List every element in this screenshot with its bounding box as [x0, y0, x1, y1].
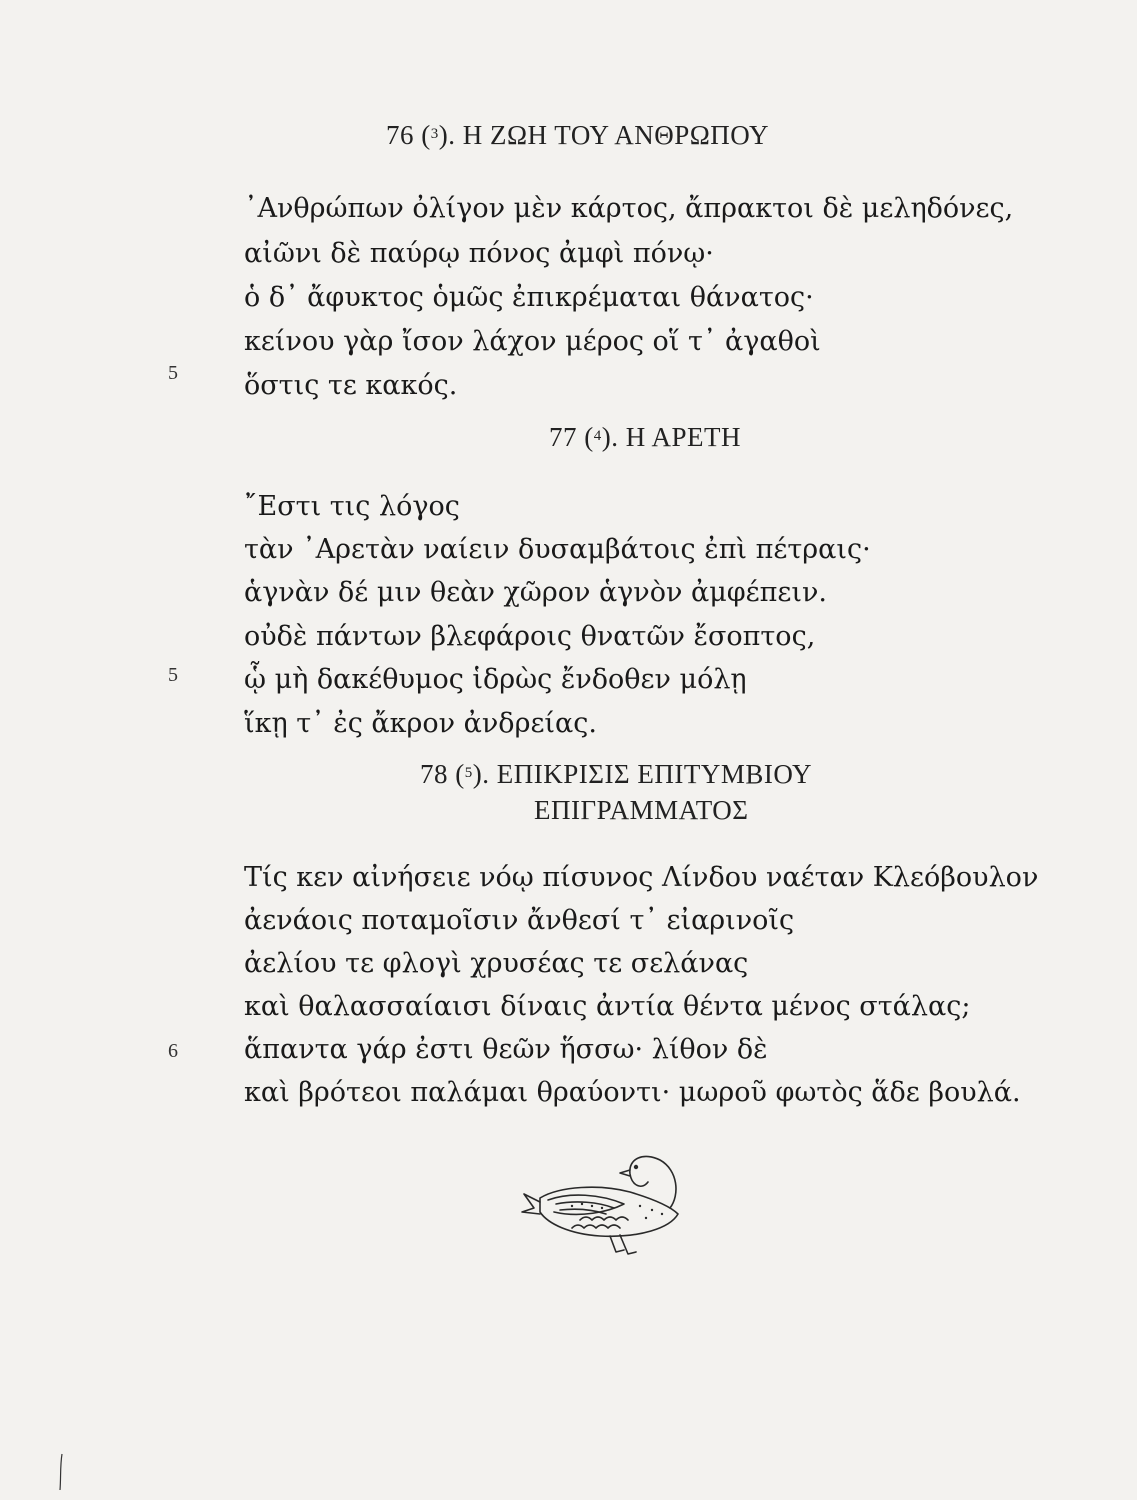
poem-77-line-2: τὰν ᾿Αρετὰν ναίειν δυσαμβάτοις ἐπὶ πέτραις·	[244, 534, 871, 565]
poem-76-ref: 3	[430, 126, 439, 142]
poem-77-line-number: 5	[168, 664, 178, 686]
poem-76-line-2: αἰῶνι δὲ παύρῳ πόνος ἀμφὶ πόνῳ·	[244, 238, 714, 269]
poem-78-number: 78	[420, 759, 448, 789]
poem-77-line-1: ῎Εστι τις λόγος	[244, 491, 460, 522]
poem-78-line-5: ἅπαντα γάρ ἐστι θεῶν ἥσσω· λίθον δὲ	[244, 1034, 768, 1065]
poem-76-line-1: ᾿Ανθρώπων ὀλίγον μὲν κάρτος, ἄπρακτοι δὲ μεληδόνες,	[244, 193, 1014, 224]
poem-77-line-5: ᾧ μὴ δακέθυμος ἱδρὼς ἔνδοθεν μόλῃ	[244, 664, 747, 695]
poem-78-line-3: ἀελίου τε φλογὶ χρυσέας τε σελάνας	[244, 948, 749, 979]
poem-78-paren: (	[455, 759, 465, 789]
margin-mark	[58, 1452, 64, 1492]
poem-77-ref: 4	[593, 428, 602, 444]
poem-77-heading: ). Η ΑΡΕΤΗ	[601, 422, 741, 452]
poem-77-title	[549, 422, 741, 453]
poem-78-line-number: 6	[168, 1040, 178, 1062]
poem-77-paren: (	[584, 422, 594, 452]
poem-78-line-6: καὶ βρότεοι παλάμαι θραύοντι· μωροῦ φωτὸς ἅδε βουλά.	[244, 1077, 1021, 1108]
poem-77-line-4: οὐδὲ πάντων βλεφάροις θνατῶν ἔσοπτος,	[244, 621, 816, 652]
poem-76-heading: ). Η ΖΩΗ ΤΟΥ ΑΝΘΡΩΠΟΥ	[438, 120, 769, 150]
poem-76-number: 76	[386, 120, 414, 150]
poem-78-title-line-2: ΕΠΙΓΡΑΜΜΑΤΟΣ	[534, 795, 749, 825]
poem-78-line-2: ἀενάοις ποταμοῖσιν ἄνθεσί τ᾿ εἰαρινοῖς	[244, 905, 795, 936]
poem-76-title	[386, 120, 769, 151]
poem-77-line-3: ἁγνὰν δέ μιν θεὰν χῶρον ἁγνὸν ἀμφέπειν.	[244, 577, 827, 608]
poem-76-line-5: ὅστις τε κακός.	[244, 370, 458, 401]
poem-77-line-6: ἵκῃ τ᾿ ἐς ἄκρον ἀνδρείας.	[244, 708, 597, 739]
poem-77-number: 77	[549, 422, 577, 452]
poem-76-line-number: 5	[168, 362, 178, 384]
poem-78-ref: 5	[464, 765, 473, 781]
poem-78-title	[420, 759, 812, 790]
poem-78-heading: ). ΕΠΙΚΡΙΣΙΣ ΕΠΙΤΥΜΒΙΟΥ	[472, 759, 813, 789]
poem-76-line-3: ὁ δ᾿ ἄφυκτος ὁμῶς ἐπικρέμαται θάνατος·	[244, 282, 814, 313]
poem-76-paren: (	[421, 120, 431, 150]
swan-illustration	[520, 1140, 690, 1260]
poem-76-line-4: κείνου γὰρ ἴσον λάχον μέρος οἵ τ᾿ ἀγαθοὶ	[244, 326, 821, 357]
poem-78-line-1: Τίς κεν αἰνήσειε νόῳ πίσυνος Λίνδου ναέταν Κλεόβουλον	[244, 862, 1039, 893]
poem-78-line-4: καὶ θαλασσαίαισι δίναις ἀντία θέντα μένος στάλας;	[244, 991, 971, 1022]
